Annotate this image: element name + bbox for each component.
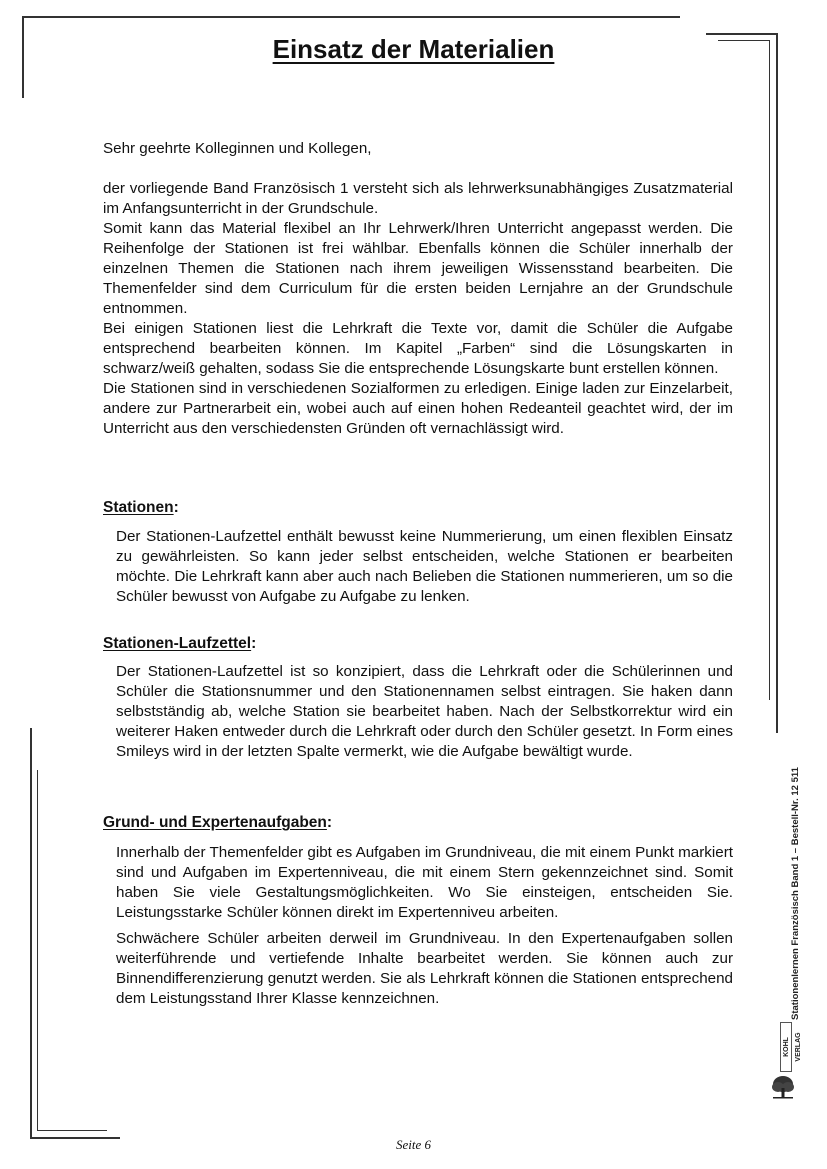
section-paragraph: Der Stationen-Laufzettel enthält bewusst keine Nummerierung, um einen flexiblen Einsatz zu gewährleisten. So kann jeder selbst entscheiden, welche Stationen er bearbeiten möchte. Die Lehrkraft kann aber auch nach Belieben die Stationen nummerieren, um so die Schüler bewusst von Aufgabe zu Aufgabe zu lenken. xyxy=(116,528,733,605)
frame-bottom-left-horizontal-inner xyxy=(37,1130,107,1131)
section-body-stationen xyxy=(116,527,733,607)
page-number: Seite 6 xyxy=(395,1137,431,1152)
intro-paragraph: der vorliegende Band Französisch 1 versteht sich als lehrwerksunabhängiges Zusatzmaterial im Anfangsunterricht in der Grundschule. xyxy=(103,180,733,217)
side-label-container xyxy=(786,735,806,1020)
frame-bottom-left-vertical-inner xyxy=(37,770,38,1130)
section-heading-label: Stationen-Laufzettel xyxy=(103,635,252,652)
section-paragraph: Innerhalb der Themenfelder gibt es Aufgaben im Grundniveau, die mit einem Punkt markiert sind und Aufgaben im Expertenniveau, die mit einem Stern gekennzeichnet sind. Somit haben Sie viele Gestaltungsmöglichkeiten. Wo Sie einsteigen, entscheiden Sie. Leistungsstarke Schüler können direkt im Expertenniveu arbeiten. xyxy=(116,844,733,921)
heading-colon: : xyxy=(173,499,179,516)
salutation: Sehr geehrte Kolleginnen und Kollegen, xyxy=(103,140,372,157)
section-paragraph: Der Stationen-Laufzettel ist so konzipiert, dass die Lehrkraft oder die Schülerinnen und Schüler die Stationsnummer und den Stationennamen selbst eintragen. Sie haken dann selbstständig ab, welche Station sie bearbeitet haben. Nach der Selbstkorrektur wird ein weiterer Haken entweder durch die Lehrkraft oder durch den Schüler gesetzt. In Form eines Smileys wird in der letzten Spalte vermerkt, wie die Aufgabe bewältigt wurde. xyxy=(116,663,733,760)
intro-paragraph: Die Stationen sind in verschiedenen Sozialformen zu erledigen. Einige laden zur Einzelarbeit, andere zur Partnerarbeit ein, wobei auch auf einen hohen Redeanteil geachtet wird, der im Unterricht aus den verschiedensten Gründen oft vernachlässigt wird. xyxy=(103,380,733,437)
side-label: Stationenlernen Französisch Band 1 – Bestell-Nr. 12 511 xyxy=(790,767,801,1020)
frame-bottom-left-vertical-outer xyxy=(30,728,32,1138)
page-title: Einsatz der Materialien xyxy=(272,34,555,64)
section-paragraph: Schwächere Schüler arbeiten derweil im Grundniveau. In den Expertenaufgaben sollen weiterführende und vertiefende Inhalte bearbeitet werden. Sie können auch zur Binnendifferenzierung genutzt werden. Sie als Lehrkraft können die Stationen entsprechend dem Leistungsstand Ihrer Klasse kennzeichnen. xyxy=(116,930,733,1007)
section-heading-grund-und-expertenaufgaben xyxy=(103,814,332,832)
heading-colon: : xyxy=(251,635,257,652)
tree-icon xyxy=(770,1074,796,1100)
publisher-logo xyxy=(770,1022,802,1100)
section-body-grund-und-expertenaufgaben xyxy=(116,843,733,1009)
section-body-stationen-laufzettel xyxy=(116,662,733,762)
intro-text xyxy=(103,179,733,439)
intro-paragraph: Bei einigen Stationen liest die Lehrkraft die Texte vor, damit die Schüler die Aufgabe entsprechend bearbeiten können. Im Kapitel „Farben“ sind die Lösungskarten in schwarz/weiß gehalten, sodass Sie die entsprechende Lösungskarte bunt erstellen können. xyxy=(103,320,733,377)
section-heading-stationen-laufzettel xyxy=(103,635,256,653)
section-heading-stationen xyxy=(103,499,179,517)
intro-paragraph: Somit kann das Material flexibel an Ihr Lehrwerk/Ihren Unterricht angepasst werden. Die Reihenfolge der Stationen ist frei wählbar. Ebenfalls können die Schüler innerhalb der einzelnen Themen die Stationen nach ihrem jeweiligen Wissensstand bearbeiten. Die Themenfelder sind dem Curriculum für die ersten beiden Lernjahre an der Grundschule entnommen. xyxy=(103,220,733,317)
frame-top-left-horizontal xyxy=(22,16,680,18)
section-heading-label: Stationen xyxy=(103,499,174,516)
section-heading-label: Grund- und Expertenaufgaben xyxy=(103,814,327,831)
frame-top-right-vertical-inner xyxy=(769,40,770,700)
logo-text: KOHL VERLAG xyxy=(780,1022,792,1072)
heading-colon: : xyxy=(326,814,333,831)
frame-top-right-vertical-outer xyxy=(776,33,778,733)
